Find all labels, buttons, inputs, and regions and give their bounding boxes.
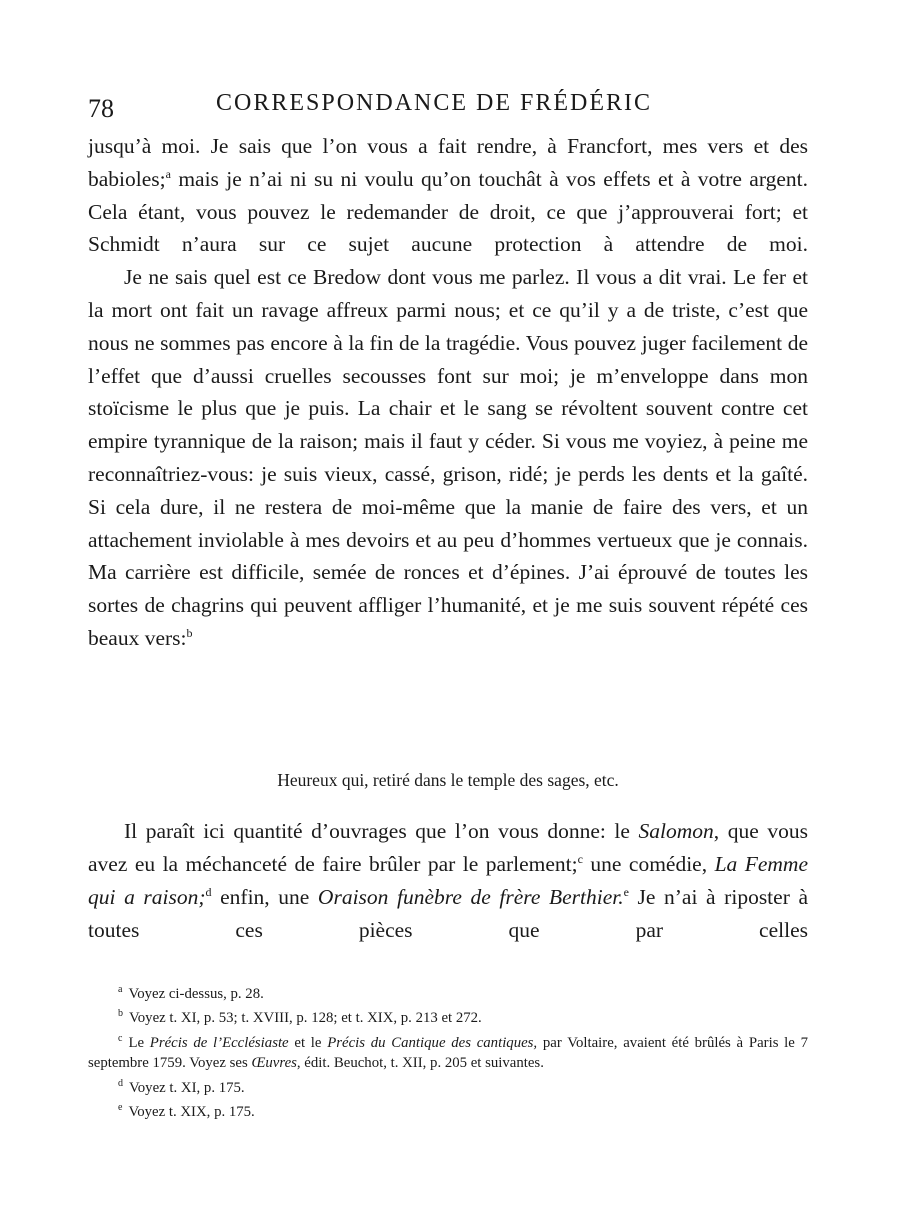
page-number: 78 [88,94,114,123]
footnote-c-text-4: , édit. Beuchot, t. XII, p. 205 et suivantes. [296,1055,544,1072]
main-text-continued [88,815,808,947]
paragraph-2 [88,261,808,655]
paragraph-2-text: Je ne sais quel est ce Bredow dont vous me parlez. Il vous a dit vrai. Le fer et la mort ont fait un ravage affreux parmi nous; et ce qu’il y a de triste, c’est que nous ne sommes pas encore à la fin de la tragédie. Vous pouvez juger facilement de l’effet que d’aussi cruelles secousses font sur moi; je m’enveloppe dans mon stoïcisme le plus que je puis. La chair et le sang se révoltent souvent contre cet empire tyrannique de la raison; mais il faut y céder. Si vous me voyiez, à peine me reconnaîtriez-vous: je suis vieux, cassé, grison, ridé; je perds les dents et la gaîté. Si cela dure, il ne restera de moi-même que la manie de faire des vers, et un attachement inviolable à mes devoirs et au peu d’hommes vertueux que je connais. Ma carrière est difficile, semée de ronces et d’épines. J’ai éprouvé de toutes les sortes de chagrins qui peuvent affliger l’humanité, et je me suis souvent répété ces beaux vers: [88,265,808,650]
footnote-mark-d: d [118,1077,123,1089]
paragraph-3-text-2: , que vous avez eu la méchanceté de faire brûler par le parlement; [88,819,808,876]
footnote-b [88,1004,808,1028]
footnote-c-title-ecclesiaste: Précis de l’Ecclésiaste [149,1034,289,1051]
verse-quote: Heureux qui, retiré dans le temple des sages, etc. [277,770,619,790]
footnote-c-text-2: et le [288,1034,328,1051]
footnote-ref-b: b [186,625,193,640]
title-femme-qui-a-raison: La Femme qui a raison; [88,852,808,909]
footnotes [88,980,808,1123]
footnote-c-text-1: Le [128,1034,150,1051]
footnote-mark-e: e [118,1102,123,1114]
footnote-c-text-3: par Voltaire, avaient été brûlés à Paris le 7 septembre 1759. Voyez ses [88,1034,808,1072]
footnote-e-text: Voyez t. XIX, p. 175. [128,1104,255,1121]
page-header [88,86,808,126]
footnote-a [88,980,808,1004]
footnote-ref-a: a [165,166,171,181]
running-title: CORRESPONDANCE DE FRÉDÉRIC [216,90,653,116]
footnote-mark-c: c [118,1032,123,1044]
paragraph-3-text-3: une comédie, [582,852,715,876]
paragraph-3 [88,815,808,947]
footnote-mark-b: b [118,1008,123,1020]
footnote-mark-a: a [118,984,123,995]
footnote-ref-d: d [205,884,212,899]
paragraph-3-text-4: enfin, une [211,885,318,909]
footnote-c-title-oeuvres: Œuvres [251,1055,297,1072]
footnote-d [88,1074,808,1098]
title-oraison-funebre: Oraison funèbre de frère Berthier. [317,885,624,909]
paragraph-1 [88,130,808,261]
footnote-ref-c: c [577,851,583,866]
footnote-b-text: Voyez t. XI, p. 53; t. XVIII, p. 128; et t. XIX, p. 213 et 272. [129,1010,482,1027]
footnote-d-text: Voyez t. XI, p. 175. [129,1079,245,1096]
title-salomon: Salomon [638,819,714,843]
footnote-c-title-cantique: Précis du Cantique des cantiques, [327,1034,538,1051]
footnote-c [88,1029,808,1074]
footnote-ref-e: e [623,884,629,899]
paragraph-3-text-5: Je n’ai à riposter à toutes ces pièces que par celles [88,885,808,942]
footnote-e [88,1098,808,1122]
paragraph-1-text: jusqu’à moi. Je sais que l’on vous a fait rendre, à Francfort, mes vers et des babioles; [88,134,808,191]
main-text [88,130,808,655]
paragraph-1-text-cont: mais je n’ai ni su ni voulu qu’on touchât à vos effets et à votre argent. Cela étant, vous pouvez le redemander de droit, ce que j’approuverai fort; et Schmidt n’aura sur ce sujet aucune protection à attendre de moi. [88,166,808,257]
footnote-a-text: Voyez ci-dessus, p. 28. [128,985,264,1002]
paragraph-3-text: Il paraît ici quantité d’ouvrages que l’on vous donne: le [124,819,639,843]
